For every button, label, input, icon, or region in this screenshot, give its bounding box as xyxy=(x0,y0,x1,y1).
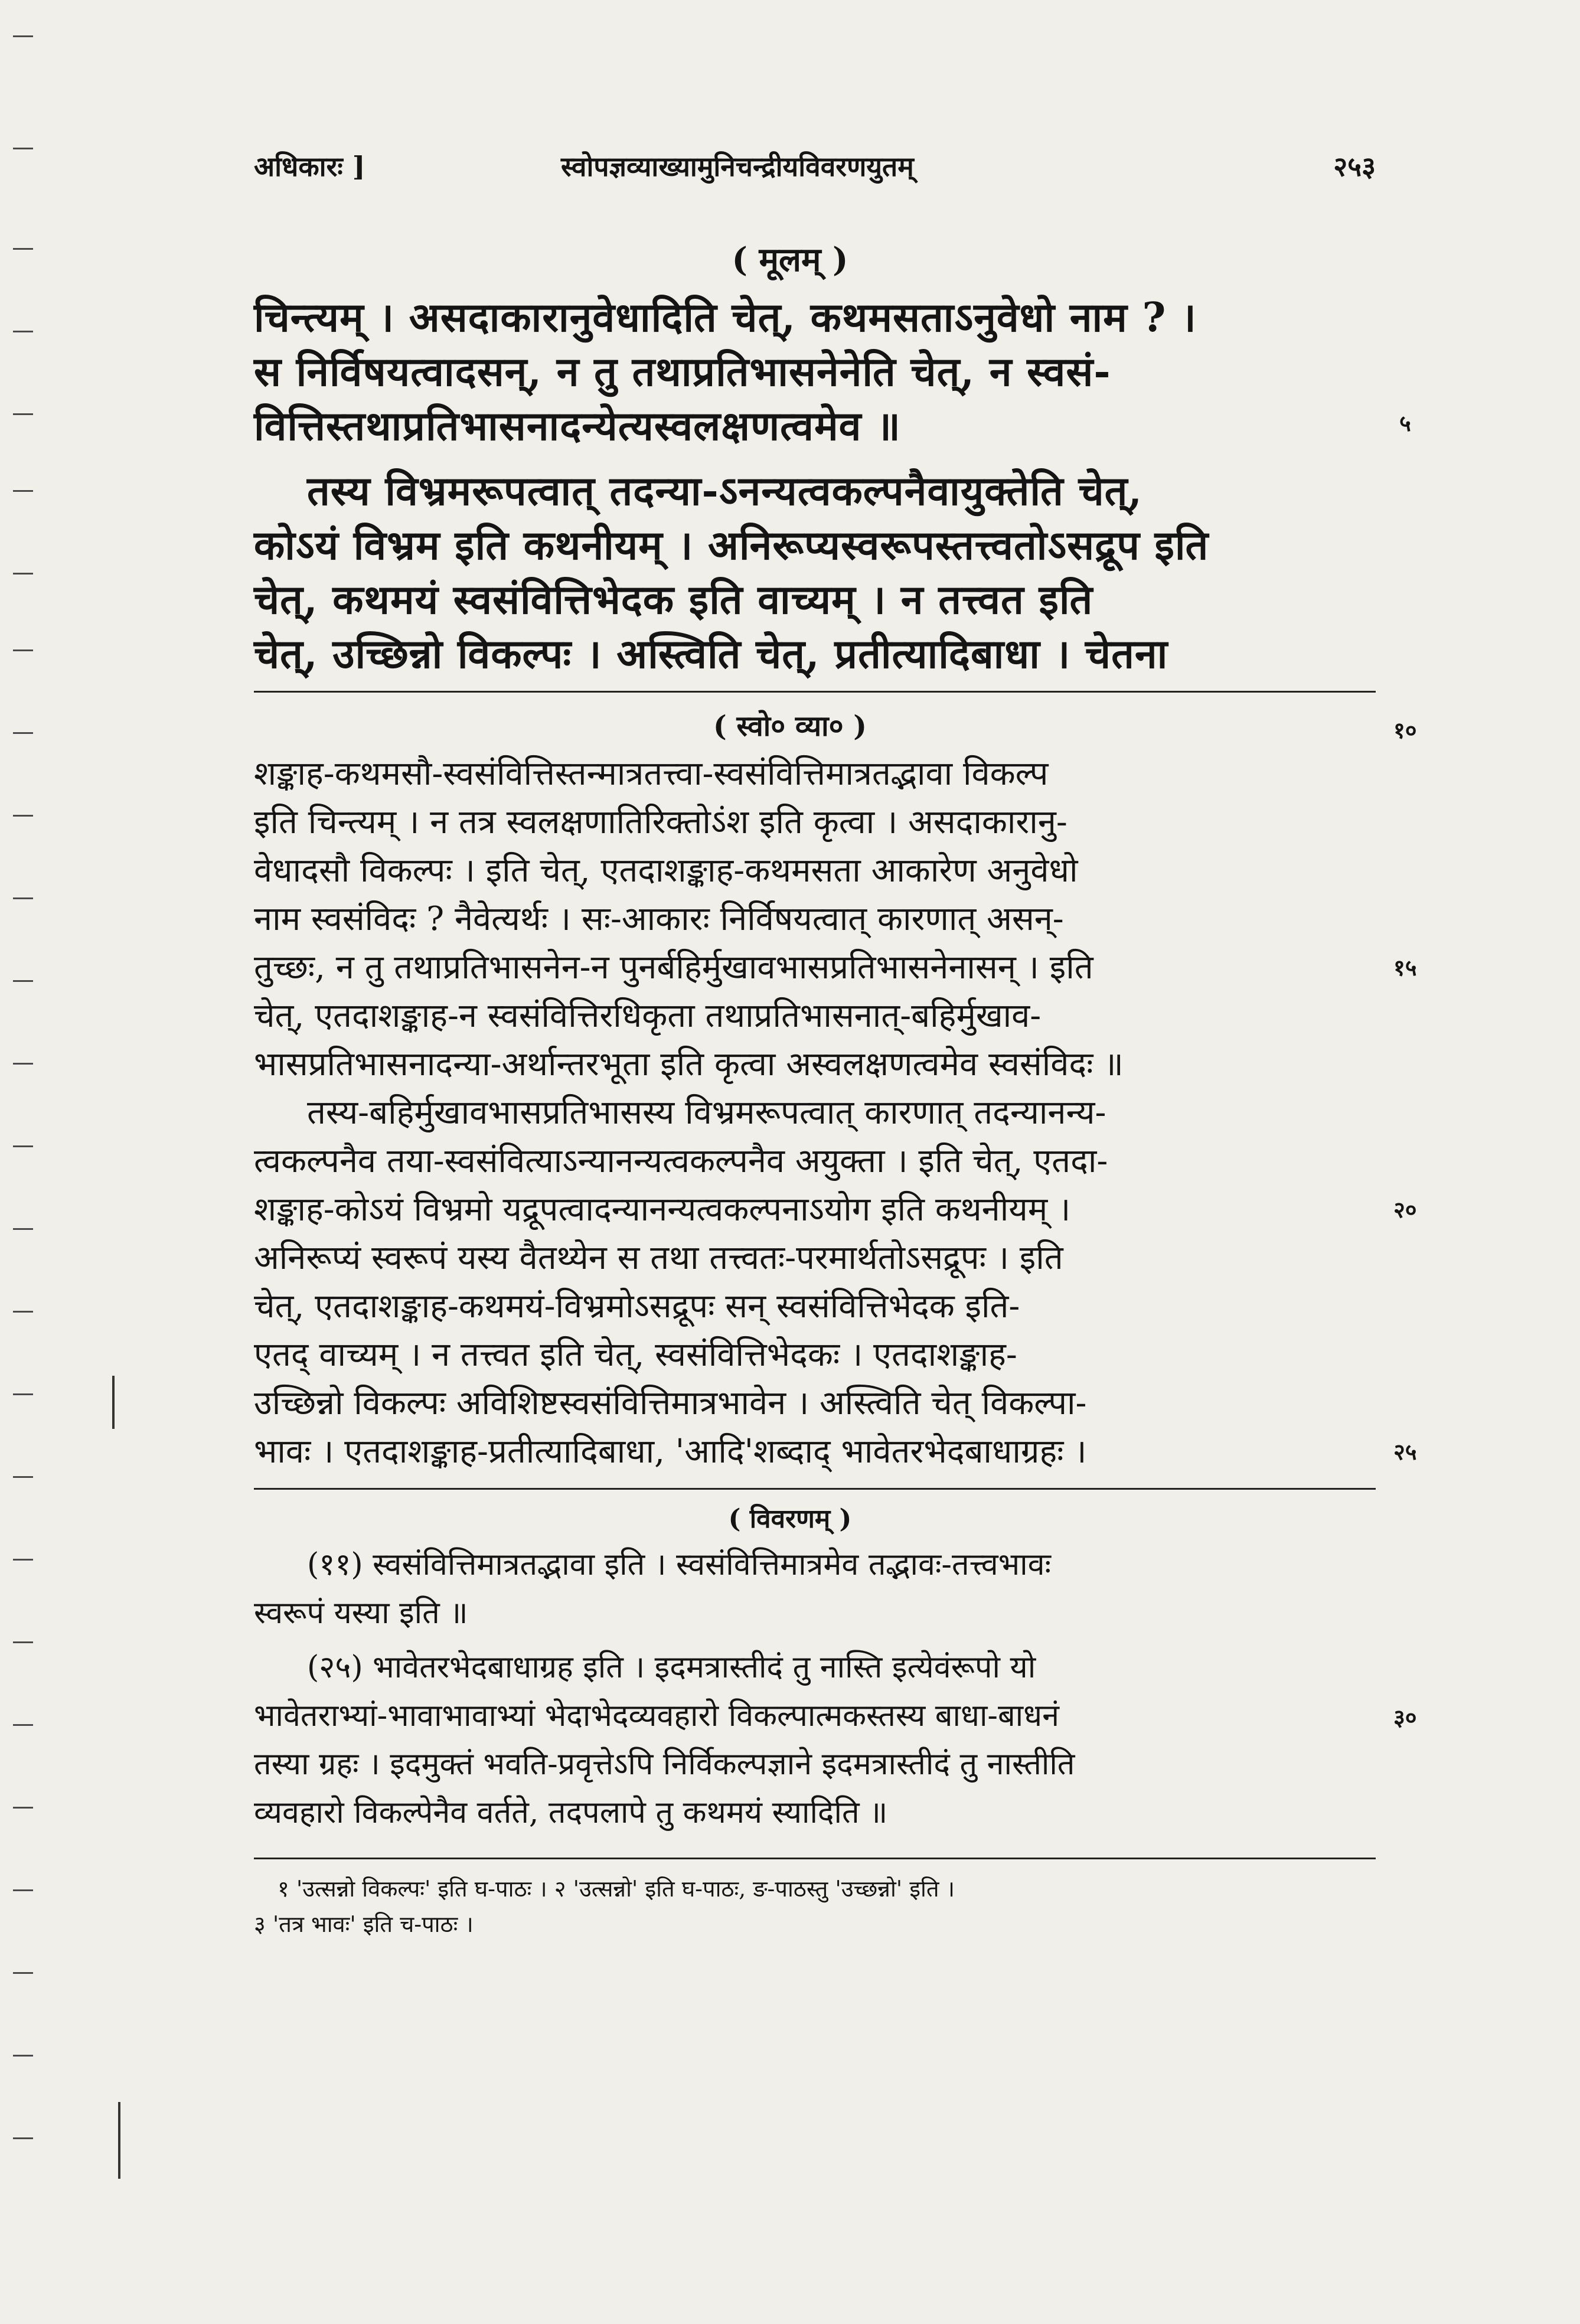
mulam-line: स निर्विषयत्वादसन्, न तु तथाप्रतिभासनेनेति चेत्, न स्वसं- xyxy=(254,348,1111,396)
vyakhya-line: नाम स्वसंविदः ? नैवेत्यर्थः । सः-आकारः निर्विषयत्वात् कारणात् असन्- xyxy=(254,900,1064,938)
vyakhya-line: चेत्, एतदाशङ्काह-न स्वसंवित्तिरधिकृता तथाप्रतिभासनात्-बहिर्मुखाव- xyxy=(254,997,1042,1035)
margin-mark xyxy=(13,1641,33,1643)
line-number: ५ xyxy=(1399,410,1411,436)
mulam-heading: ( मूलम् ) xyxy=(732,240,848,279)
margin-mark xyxy=(13,1311,33,1313)
vyakhya-line: शङ्काह-कथमसौ-स्वसंवित्तिस्तन्मात्रतत्त्वा-स्वसंवित्तिमात्रतद्भावा विकल्प xyxy=(254,755,1049,793)
vivaranam-line: व्यवहारो विकल्पेनैव वर्तते, तदपलापे तु कथमयं स्यादिति ॥ xyxy=(254,1795,888,1830)
line-number: १० xyxy=(1393,717,1417,743)
margin-mark xyxy=(13,1228,33,1230)
vivaranam-line: (११) स्वसंवित्तिमात्रतद्भावा इति । स्वसंवित्तिमात्रमेव तद्भावः-तत्त्वभावः xyxy=(307,1547,1052,1582)
vyakhya-line: तुच्छः, न तु तथाप्रतिभासनेन-न पुनर्बहिर्मुखावभासप्रतिभासनेनासन् । इति xyxy=(254,948,1093,987)
vyakhya-line: शङ्काह-कोऽयं विभ्रमो यद्रूपत्वादन्यानन्यत्वकल्पनाऽयोग इति कथनीयम् । xyxy=(254,1190,1071,1229)
mulam-line: तस्य विभ्रमरूपत्वात् तदन्या-ऽनन्यत्वकल्पनैवायुक्तेति चेत्, xyxy=(307,468,1143,515)
section-divider xyxy=(254,691,1376,693)
margin-mark xyxy=(13,1559,33,1561)
binding-edge-line xyxy=(112,1376,115,1429)
mulam-line: चेत्, कथमयं स्वसंवित्तिभेदक इति वाच्यम् । न तत्त्वत इति xyxy=(254,576,1093,624)
page-number: २५३ xyxy=(1333,151,1376,182)
margin-mark xyxy=(13,1393,33,1395)
margin-mark xyxy=(13,1889,33,1891)
line-number: २० xyxy=(1393,1196,1417,1223)
vyakhya-line: इति चिन्त्यम् । न तत्र स्वलक्षणातिरिक्तोऽंश इति कृत्वा । असदाकारानु- xyxy=(254,803,1068,841)
vyakhya-line: भावः । एतदाशङ्काह-प्रतीत्यादिबाधा, 'आदि'शब्दाद् भावेतरभेदबाधाग्रहः । xyxy=(254,1432,1087,1471)
footnote-divider xyxy=(254,1858,1376,1859)
margin-mark xyxy=(13,649,33,651)
vyakhya-line: एतद् वाच्यम् । न तत्त्वत इति चेत्, स्वसंवित्तिभेदकः । एतदाशङ्काह- xyxy=(254,1336,1017,1374)
vyakhya-line: वेधादसौ विकल्पः । इति चेत्, एतदाशङ्काह-कथमसता आकारेण अनुवेधो xyxy=(254,851,1078,890)
margin-mark xyxy=(13,815,33,817)
margin-mark xyxy=(13,2137,33,2139)
margin-mark xyxy=(13,1724,33,1726)
mulam-line: चेत्, उच्छिन्नो विकल्पः । अस्त्विति चेत्, प्रतीत्यादिबाधा । चेतना xyxy=(254,631,1168,678)
margin-mark xyxy=(13,573,33,575)
binding-edge-line xyxy=(118,2102,120,2179)
vivaranam-line: (२५) भावेतरभेदबाधाग्रह इति । इदमत्रास्तीदं तु नास्ति इत्येवंरूपो यो xyxy=(307,1650,1036,1685)
line-number: ३० xyxy=(1393,1704,1417,1731)
mulam-line: वित्तिस्तथाप्रतिभासनादन्येत्यस्वलक्षणत्वमेव ॥ xyxy=(254,403,901,450)
vyakhya-line: उच्छिन्नो विकल्पः अविशिष्टस्वसंवित्तिमात्रभावेन । अस्त्विति चेत् विकल्पा- xyxy=(254,1384,1087,1422)
margin-mark xyxy=(13,1807,33,1809)
line-number: १५ xyxy=(1393,954,1417,981)
footnote-line: १ 'उत्सन्नो विकल्पः' इति घ-पाठः । २ 'उत्सन्नो' इति घ-पाठः, ङ-पाठस्तु 'उच्छन्नो' इति । xyxy=(278,1876,955,1902)
mulam-line: चिन्त्यम् । असदाकारानुवेधादिति चेत्, कथमसताऽनुवेधो नाम ? । xyxy=(254,294,1197,341)
margin-mark xyxy=(13,413,33,415)
vyakhya-line: भासप्रतिभासनादन्या-अर्थान्तरभूता इति कृत्वा अस्वलक्षणत्वमेव स्वसंविदः ॥ xyxy=(254,1045,1124,1083)
vyakhya-line: अनिरूप्यं स्वरूपं यस्य वैतथ्येन स तथा तत्त्वतः-परमार्थतोऽसद्रूपः । इति xyxy=(254,1239,1063,1277)
margin-mark xyxy=(13,1972,33,1974)
margin-mark xyxy=(13,1476,33,1478)
vivaranam-heading: ( विवरणम् ) xyxy=(728,1504,852,1534)
vyakhya-heading: ( स्वो० व्या० ) xyxy=(713,710,867,743)
margin-mark xyxy=(13,35,33,37)
line-number: २५ xyxy=(1393,1438,1417,1465)
vyakhya-line: चेत्, एतदाशङ्काह-कथमयं-विभ्रमोऽसद्रूपः सन् स्वसंवित्तिभेदक इति- xyxy=(254,1287,1020,1326)
margin-mark xyxy=(13,980,33,982)
margin-mark xyxy=(13,897,33,899)
margin-mark xyxy=(13,490,33,492)
margin-mark xyxy=(13,148,33,149)
section-divider xyxy=(254,1488,1376,1490)
margin-mark xyxy=(13,1145,33,1147)
footnote-line: ३ 'तत्र भावः' इति च-पाठः । xyxy=(254,1911,474,1937)
vivaranam-line: स्वरूपं यस्या इति ॥ xyxy=(254,1595,468,1631)
margin-mark xyxy=(13,331,33,332)
running-header xyxy=(254,148,1376,195)
header-title: स्वोपज्ञव्याख्यामुनिचन्द्रीयविवरणयुतम् xyxy=(561,151,914,182)
margin-mark xyxy=(13,1063,33,1065)
margin-mark xyxy=(13,2055,33,2057)
mulam-line: कोऽयं विभ्रम इति कथनीयम् । अनिरूप्यस्वरूपस्तत्त्वतोऽसद्रूप इति xyxy=(254,522,1209,569)
vivaranam-line: भावेतराभ्यां-भावाभावाभ्यां भेदाभेदव्यवहारो विकल्पात्मकस्तस्य बाधा-बाधनं xyxy=(254,1698,1059,1734)
header-section-label: अधिकारः ] xyxy=(254,151,365,182)
vivaranam-line: तस्या ग्रहः । इदमुक्तं भवति-प्रवृत्तेऽपि निर्विकल्पज्ञाने इदमत्रास्तीदं तु नास्तीति xyxy=(254,1747,1075,1782)
vyakhya-line: त्वकल्पनैव तया-स्वसंवित्याऽन्यानन्यत्वकल्पनैव अयुक्ता । इति चेत्, एतदा- xyxy=(254,1142,1108,1180)
vyakhya-line: तस्य-बहिर्मुखावभासप्रतिभासस्य विभ्रमरूपत्वात् कारणात् तदन्यानन्य- xyxy=(307,1094,1106,1132)
